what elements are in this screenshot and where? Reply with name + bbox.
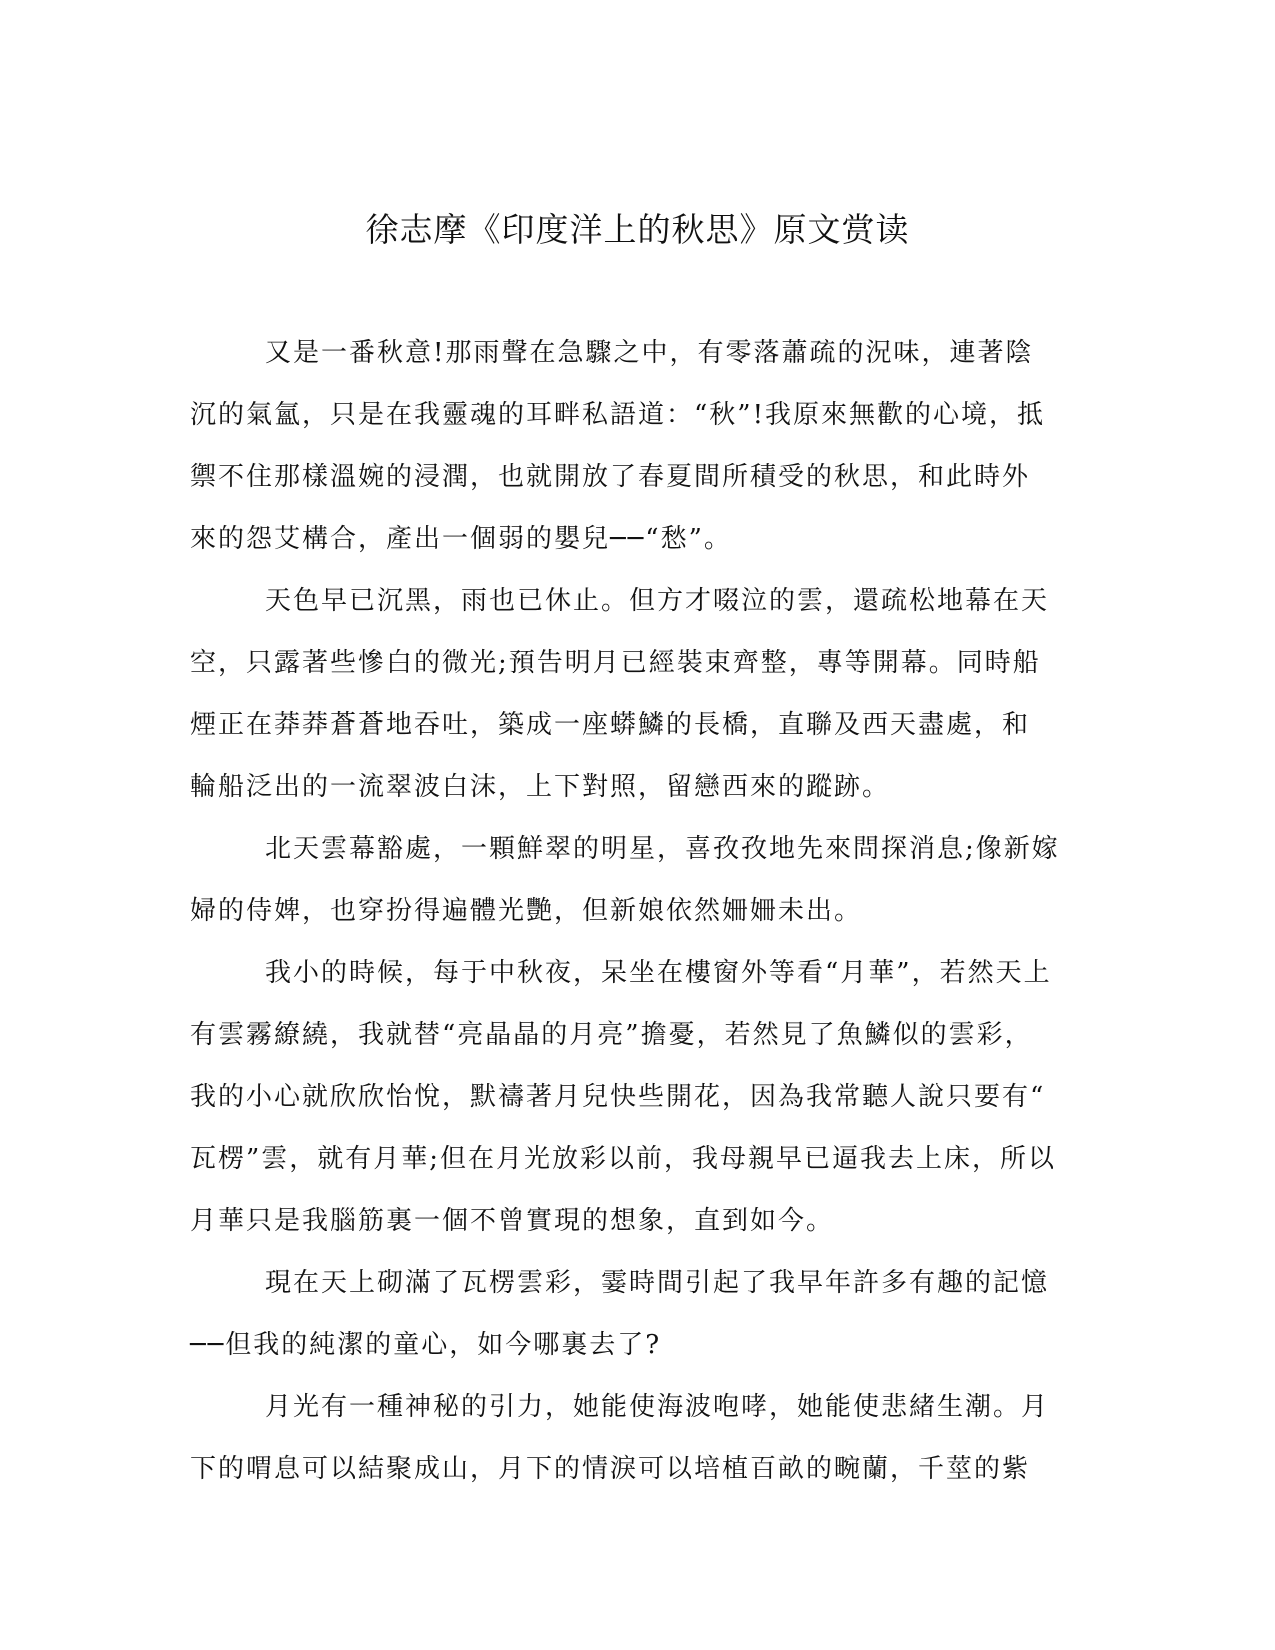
text-line: 我的小心就欣欣怡悅，默禱著月兒快些開花，因為我常聽人說只要有“: [190, 1082, 1046, 1112]
paragraph: [190, 322, 1090, 570]
text-line: 禦不住那樣溫婉的浸潤，也就開放了春夏間所積受的秋思，和此時外: [190, 462, 1031, 492]
document-body: [190, 322, 1090, 1500]
paragraph: [190, 1376, 1090, 1500]
text-line: 月光有一種神秘的引力，她能使海波咆哮，她能使悲緒生潮。月: [265, 1392, 1050, 1422]
paragraph: [190, 570, 1090, 818]
text-line: 煙正在莽莽蒼蒼地吞吐，築成一座蟒鱗的長橋，直聯及西天盡處，和: [190, 710, 1031, 740]
text-line: ──但我的純潔的童心，如今哪裏去了?: [190, 1330, 662, 1360]
text-line: 婦的侍婢，也穿扮得遍體光艷，但新娘依然姍姍未出。: [190, 896, 863, 926]
text-line: 現在天上砌滿了瓦楞雲彩，霎時間引起了我早年許多有趣的記憶: [265, 1268, 1050, 1298]
text-line: 空，只露著些慘白的微光;預告明月已經裝束齊整，專等開幕。同時船: [190, 648, 1041, 678]
text-line: 月華只是我腦筋裏一個不曾實現的想象，直到如今。: [190, 1206, 835, 1236]
text-line: 天色早已沉黑，雨也已休止。但方才啜泣的雲，還疏松地幕在天: [265, 586, 1050, 616]
text-line: 北天雲幕豁處，一顆鮮翠的明星，喜孜孜地先來問探消息;像新嫁: [265, 834, 1060, 864]
text-line: 又是一番秋意!那雨聲在急驟之中，有零落蕭疏的況味，連著陰: [265, 338, 1034, 368]
document-title: 徐志摩《印度洋上的秋思》原文赏读: [365, 210, 910, 249]
paragraph: [190, 942, 1090, 1252]
text-line: 下的喟息可以結聚成山，月下的情淚可以培植百畝的畹蘭，千莖的紫: [190, 1454, 1031, 1484]
text-line: 瓦楞”雲，就有月華;但在月光放彩以前，我母親早已逼我去上床，所以: [190, 1144, 1057, 1174]
paragraph: [190, 818, 1090, 942]
text-line: 來的怨艾構合，產出一個弱的嬰兒──“愁”。: [190, 524, 732, 554]
text-line: 有雲霧繚繞，我就替“亮晶晶的月亮”擔憂，若然見了魚鱗似的雲彩，: [190, 1020, 1033, 1050]
paragraph: [190, 1252, 1090, 1376]
text-line: 輪船泛出的一流翠波白沫，上下對照，留戀西來的蹤跡。: [190, 772, 891, 802]
text-line: 我小的時候，每于中秋夜，呆坐在樓窗外等看“月華”，若然天上: [265, 958, 1052, 988]
text-line: 沉的氣氳，只是在我靈魂的耳畔私語道：“秋”!我原來無歡的心境，抵: [190, 400, 1046, 430]
